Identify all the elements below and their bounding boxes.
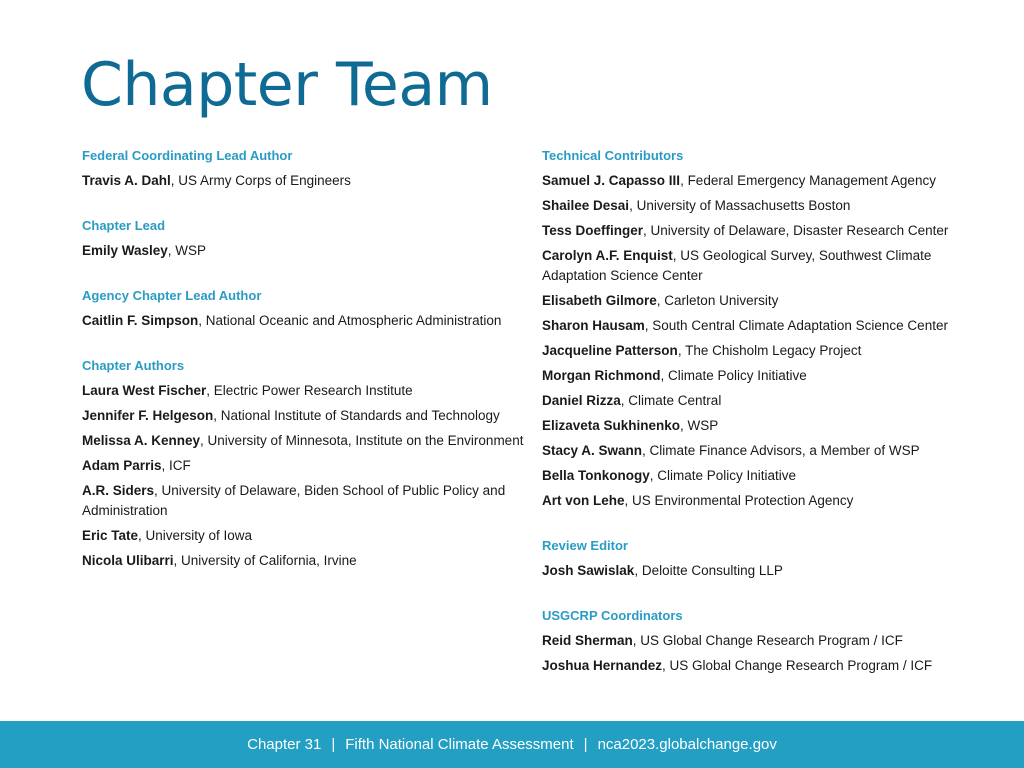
- team-section: [82, 146, 527, 191]
- team-member: [82, 526, 527, 546]
- member-affiliation: , US Global Change Research Program / ICF: [662, 658, 933, 673]
- section-heading: Chapter Lead: [82, 218, 166, 233]
- member-affiliation: , US Environmental Protection Agency: [624, 493, 854, 508]
- member-affiliation: , Carleton University: [656, 293, 779, 308]
- page-title: Chapter Team: [81, 50, 493, 120]
- section-heading: Federal Coordinating Lead Author: [82, 148, 293, 163]
- member-name: Adam Parris: [82, 458, 162, 473]
- team-member: [542, 561, 982, 581]
- team-member: [82, 311, 527, 331]
- footer-report: Fifth National Climate Assessment: [345, 736, 574, 753]
- member-affiliation: , National Institute of Standards and Technology: [213, 408, 500, 423]
- member-affiliation: , US Army Corps of Engineers: [170, 173, 351, 188]
- member-name: Stacy A. Swann: [542, 443, 643, 458]
- member-name: Daniel Rizza: [542, 393, 621, 408]
- section-heading: Review Editor: [542, 538, 628, 553]
- team-member: [542, 391, 982, 411]
- member-name: Tess Doeffinger: [542, 223, 644, 238]
- member-name: Samuel J. Capasso III: [542, 173, 681, 188]
- member-affiliation: , University of Minnesota, Institute on the Environment: [200, 433, 524, 448]
- team-section: [542, 536, 982, 581]
- team-section: [542, 606, 982, 676]
- footer-chapter: Chapter 31: [247, 736, 322, 753]
- right-column: [542, 146, 982, 701]
- member-name: Elizaveta Sukhinenko: [542, 418, 681, 433]
- team-member: [542, 341, 982, 361]
- member-affiliation: , Electric Power Research Institute: [206, 383, 413, 398]
- member-affiliation: , Climate Finance Advisors, a Member of WSP: [642, 443, 920, 458]
- team-member: [82, 381, 527, 401]
- member-name: Eric Tate: [82, 528, 139, 543]
- member-name: Morgan Richmond: [542, 368, 661, 383]
- team-member: [542, 656, 982, 676]
- member-name: Sharon Hausam: [542, 318, 645, 333]
- member-name: Reid Sherman: [542, 633, 633, 648]
- member-affiliation: , Climate Policy Initiative: [649, 468, 797, 483]
- section-heading: Technical Contributors: [542, 148, 684, 163]
- team-member: [82, 456, 527, 476]
- left-column: [82, 146, 527, 596]
- member-affiliation: , National Oceanic and Atmospheric Administration: [198, 313, 502, 328]
- team-member: [542, 196, 982, 216]
- member-affiliation: , Climate Policy Initiative: [660, 368, 807, 383]
- member-affiliation: , Climate Central: [620, 393, 722, 408]
- team-member: [542, 291, 982, 311]
- team-member: [82, 241, 527, 261]
- team-member: [542, 366, 982, 386]
- team-member: [82, 481, 527, 521]
- footer-url[interactable]: nca2023.globalchange.gov: [597, 736, 777, 753]
- member-affiliation: , University of Iowa: [138, 528, 253, 543]
- team-section: [82, 356, 527, 571]
- section-heading: USGCRP Coordinators: [542, 608, 683, 623]
- member-name: Bella Tonkonogy: [542, 468, 650, 483]
- member-name: Carolyn A.F. Enquist: [542, 248, 673, 263]
- member-affiliation: , University of Delaware, Biden School of Public Policy and Administration: [82, 483, 506, 518]
- team-member: [542, 246, 982, 286]
- team-member: [82, 171, 527, 191]
- team-section: [82, 286, 527, 331]
- member-affiliation: , WSP: [680, 418, 719, 433]
- member-affiliation: , Deloitte Consulting LLP: [634, 563, 783, 578]
- team-member: [542, 491, 982, 511]
- member-affiliation: , ICF: [161, 458, 191, 473]
- section-heading: Agency Chapter Lead Author: [82, 288, 262, 303]
- member-affiliation: , The Chisholm Legacy Project: [677, 343, 862, 358]
- member-affiliation: , South Central Climate Adaptation Science Center: [644, 318, 948, 333]
- team-member: [542, 171, 982, 191]
- team-section: [542, 146, 982, 511]
- footer-bar: [0, 721, 1024, 768]
- member-name: Jennifer F. Helgeson: [82, 408, 214, 423]
- member-affiliation: , WSP: [167, 243, 207, 258]
- member-affiliation: , University of Massachusetts Boston: [629, 198, 851, 213]
- member-affiliation: , Federal Emergency Management Agency: [680, 173, 936, 188]
- team-member: [542, 221, 982, 241]
- team-section: [82, 216, 527, 261]
- member-name: Caitlin F. Simpson: [82, 313, 199, 328]
- footer-separator: |: [583, 736, 588, 753]
- member-affiliation: , University of California, Irvine: [173, 553, 357, 568]
- team-member: [542, 631, 982, 651]
- team-member: [542, 316, 982, 336]
- member-name: Nicola Ulibarri: [82, 553, 174, 568]
- footer-separator: |: [331, 736, 336, 753]
- member-name: Travis A. Dahl: [82, 173, 171, 188]
- team-member: [82, 406, 527, 426]
- member-name: Josh Sawislak: [542, 563, 635, 578]
- team-member: [82, 431, 527, 451]
- section-heading: Chapter Authors: [82, 358, 185, 373]
- member-name: Art von Lehe: [542, 493, 625, 508]
- member-name: Joshua Hernandez: [542, 658, 663, 673]
- member-name: Shailee Desai: [542, 198, 630, 213]
- member-name: Elisabeth Gilmore: [542, 293, 657, 308]
- team-member: [542, 466, 982, 486]
- member-name: Melissa A. Kenney: [82, 433, 201, 448]
- member-affiliation: , US Global Change Research Program / ICF: [632, 633, 903, 648]
- member-affiliation: , US Geological Survey, Southwest Climate Adaptation Science Center: [542, 248, 932, 283]
- team-member: [542, 441, 982, 461]
- member-name: A.R. Siders: [82, 483, 155, 498]
- member-affiliation: , University of Delaware, Disaster Research Center: [643, 223, 949, 238]
- member-name: Laura West Fischer: [82, 383, 207, 398]
- team-member: [542, 416, 982, 436]
- team-member: [82, 551, 527, 571]
- member-name: Jacqueline Patterson: [542, 343, 678, 358]
- member-name: Emily Wasley: [82, 243, 168, 258]
